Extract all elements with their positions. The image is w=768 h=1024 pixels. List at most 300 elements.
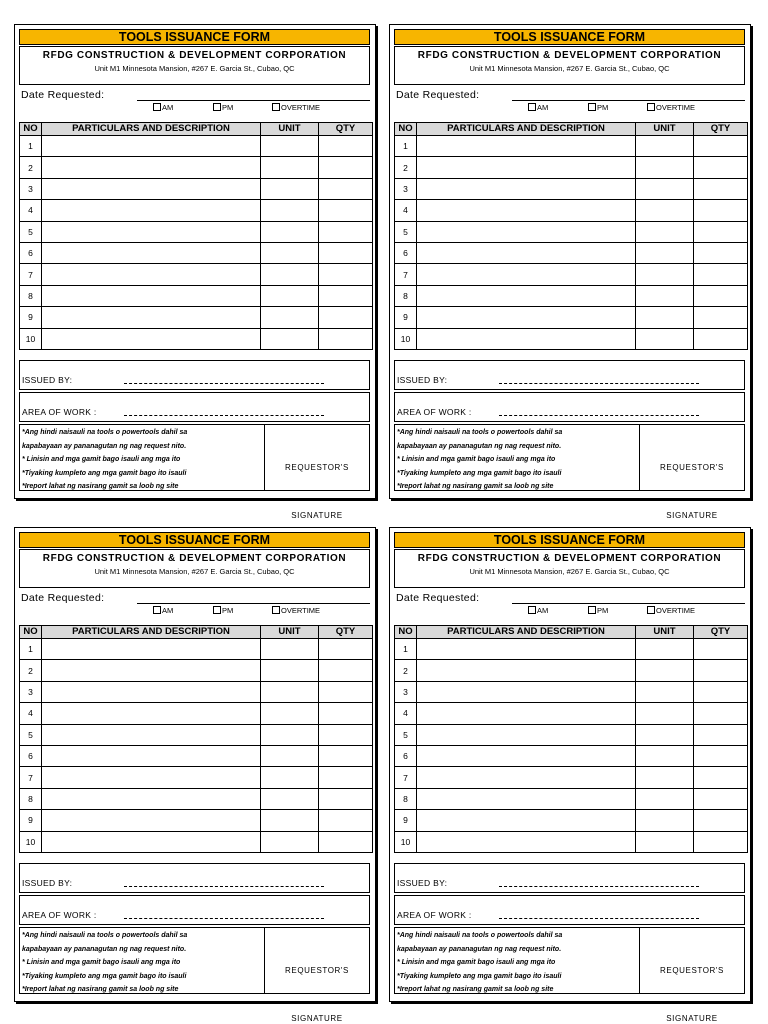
unit-cell[interactable] <box>261 703 319 724</box>
row-number: 10 <box>20 831 42 852</box>
date-requested-field[interactable] <box>137 603 370 604</box>
qty-cell[interactable] <box>694 788 748 809</box>
company-header <box>19 549 370 588</box>
particulars-cell[interactable] <box>42 242 261 263</box>
particulars-cell[interactable] <box>42 136 261 157</box>
note-line: *Ireport lahat ng nasirang gamit sa loob ng site <box>22 483 179 490</box>
item-row <box>20 328 373 349</box>
unit-cell[interactable] <box>636 767 694 788</box>
qty-cell[interactable] <box>694 810 748 831</box>
area-of-work-label: AREA OF WORK : <box>22 910 97 920</box>
qty-cell[interactable] <box>694 242 748 263</box>
particulars-cell[interactable] <box>42 724 261 745</box>
pm-checkbox[interactable] <box>213 103 233 112</box>
particulars-cell[interactable] <box>42 200 261 221</box>
particulars-cell[interactable] <box>417 681 636 702</box>
col-header-no: NO <box>20 123 42 136</box>
company-address: Unit M1 Minnesota Mansion, #267 E. Garcia St., Cubao, QC <box>94 64 295 73</box>
unit-cell[interactable] <box>261 767 319 788</box>
row-number: 4 <box>395 200 417 221</box>
qty-cell[interactable] <box>694 200 748 221</box>
item-row <box>395 242 748 263</box>
note-line: *Ang hindi naisauli na tools o powertools dahil sa <box>22 429 188 436</box>
unit-cell[interactable] <box>636 831 694 852</box>
checkbox-box[interactable] <box>272 103 280 111</box>
unit-cell[interactable] <box>261 328 319 349</box>
overtime-label: OVERTIME <box>281 103 321 112</box>
qty-cell[interactable] <box>319 242 373 263</box>
item-row <box>20 178 373 199</box>
form-top-left <box>14 24 376 520</box>
item-row <box>20 745 373 766</box>
row-number: 8 <box>20 285 42 306</box>
unit-cell[interactable] <box>636 724 694 745</box>
unit-cell[interactable] <box>261 681 319 702</box>
unit-cell[interactable] <box>261 178 319 199</box>
requestor-signature-box[interactable] <box>264 928 369 1023</box>
qty-cell[interactable] <box>694 307 748 328</box>
particulars-cell[interactable] <box>417 200 636 221</box>
unit-cell[interactable] <box>261 745 319 766</box>
particulars-cell[interactable] <box>417 724 636 745</box>
row-number: 2 <box>20 157 42 178</box>
overtime-label: OVERTIME <box>656 606 696 615</box>
signature-label-line1: REQUESTOR'S <box>660 463 724 472</box>
items-header-row <box>20 626 373 639</box>
unit-cell[interactable] <box>636 810 694 831</box>
qty-cell[interactable] <box>694 328 748 349</box>
requestor-signature-box[interactable] <box>264 425 369 520</box>
note-line: *Tiyaking kumpleto ang mga gamit bago ito isauli <box>22 469 187 477</box>
row-number: 9 <box>20 307 42 328</box>
notes-box <box>394 927 745 1023</box>
unit-cell[interactable] <box>636 681 694 702</box>
row-number: 9 <box>395 810 417 831</box>
date-requested-label: Date Requested: <box>396 592 480 604</box>
qty-cell[interactable] <box>319 788 373 809</box>
signature-label-line2: SIGNATURE <box>666 511 718 520</box>
item-row <box>395 810 748 831</box>
company-header <box>394 46 745 85</box>
item-row <box>395 660 748 681</box>
area-of-work-row <box>394 392 745 422</box>
note-line: *Tiyaking kumpleto ang mga gamit bago ito isauli <box>397 469 562 477</box>
area-of-work-field[interactable] <box>124 918 324 919</box>
item-row <box>20 157 373 178</box>
unit-cell[interactable] <box>261 788 319 809</box>
qty-cell[interactable] <box>694 767 748 788</box>
particulars-cell[interactable] <box>42 639 261 660</box>
qty-cell[interactable] <box>319 221 373 242</box>
qty-cell[interactable] <box>319 264 373 285</box>
am-label: AM <box>162 606 174 615</box>
date-requested-field[interactable] <box>512 603 745 604</box>
particulars-cell[interactable] <box>42 307 261 328</box>
checkbox-box[interactable] <box>588 103 596 111</box>
form-top-right <box>389 24 751 520</box>
checkbox-box[interactable] <box>528 606 536 614</box>
item-row <box>395 221 748 242</box>
qty-cell[interactable] <box>319 639 373 660</box>
pm-checkbox[interactable] <box>213 606 233 615</box>
row-number: 1 <box>395 639 417 660</box>
particulars-cell[interactable] <box>42 788 261 809</box>
qty-cell[interactable] <box>694 703 748 724</box>
date-requested-row <box>19 590 370 624</box>
qty-cell[interactable] <box>694 681 748 702</box>
overtime-checkbox[interactable] <box>272 103 320 112</box>
unit-cell[interactable] <box>261 200 319 221</box>
item-row <box>20 767 373 788</box>
qty-cell[interactable] <box>694 221 748 242</box>
am-checkbox[interactable] <box>528 606 548 615</box>
items-header-row <box>395 123 748 136</box>
issued-by-field[interactable] <box>499 383 699 384</box>
am-checkbox[interactable] <box>153 606 173 615</box>
unit-cell[interactable] <box>636 660 694 681</box>
overtime-label: OVERTIME <box>281 606 321 615</box>
qty-cell[interactable] <box>319 767 373 788</box>
row-number: 6 <box>395 745 417 766</box>
qty-cell[interactable] <box>319 136 373 157</box>
unit-cell[interactable] <box>261 264 319 285</box>
overtime-checkbox[interactable] <box>272 606 320 615</box>
issued-by-row <box>394 360 745 390</box>
row-number: 1 <box>395 136 417 157</box>
particulars-cell[interactable] <box>417 285 636 306</box>
requestor-signature-box[interactable] <box>639 928 744 1023</box>
qty-cell[interactable] <box>319 745 373 766</box>
row-number: 3 <box>20 681 42 702</box>
qty-cell[interactable] <box>694 178 748 199</box>
particulars-cell[interactable] <box>417 810 636 831</box>
qty-cell[interactable] <box>319 703 373 724</box>
notes-text <box>397 426 635 494</box>
row-number: 7 <box>20 264 42 285</box>
area-of-work-label: AREA OF WORK : <box>397 407 472 417</box>
item-row <box>395 307 748 328</box>
checkbox-box[interactable] <box>588 606 596 614</box>
area-of-work-row <box>394 895 745 925</box>
unit-cell[interactable] <box>636 264 694 285</box>
qty-cell[interactable] <box>694 136 748 157</box>
items-table <box>394 122 748 350</box>
col-header-qty: QTY <box>694 626 748 639</box>
particulars-cell[interactable] <box>42 745 261 766</box>
form-title: TOOLS ISSUANCE FORM <box>19 29 370 45</box>
row-number: 1 <box>20 136 42 157</box>
issued-by-row <box>394 863 745 893</box>
item-row <box>395 831 748 852</box>
am-checkbox[interactable] <box>528 103 548 112</box>
note-line: *Ang hindi naisauli na tools o powertools dahil sa <box>397 429 563 436</box>
particulars-cell[interactable] <box>417 307 636 328</box>
row-number: 2 <box>20 660 42 681</box>
particulars-cell[interactable] <box>42 328 261 349</box>
qty-cell[interactable] <box>319 681 373 702</box>
unit-cell[interactable] <box>261 639 319 660</box>
qty-cell[interactable] <box>319 724 373 745</box>
particulars-cell[interactable] <box>42 157 261 178</box>
particulars-cell[interactable] <box>42 178 261 199</box>
date-requested-label: Date Requested: <box>21 592 105 604</box>
issued-by-label: ISSUED BY: <box>397 878 448 888</box>
signature-label-line1: REQUESTOR'S <box>660 966 724 975</box>
qty-cell[interactable] <box>319 660 373 681</box>
note-line: *Tiyaking kumpleto ang mga gamit bago ito isauli <box>22 972 187 980</box>
unit-cell[interactable] <box>636 136 694 157</box>
row-number: 7 <box>20 767 42 788</box>
qty-cell[interactable] <box>319 307 373 328</box>
particulars-cell[interactable] <box>417 660 636 681</box>
particulars-cell[interactable] <box>417 831 636 852</box>
note-line: * Linisin and mga gamit bago isauli ang mga ito <box>22 456 181 463</box>
notes-text <box>22 426 260 494</box>
row-number: 3 <box>395 178 417 199</box>
unit-cell[interactable] <box>636 285 694 306</box>
item-row <box>20 660 373 681</box>
item-row <box>20 810 373 831</box>
unit-cell[interactable] <box>636 703 694 724</box>
col-header-no: NO <box>395 626 417 639</box>
requestor-signature-box[interactable] <box>639 425 744 520</box>
overtime-label: OVERTIME <box>656 103 696 112</box>
unit-cell[interactable] <box>261 157 319 178</box>
qty-cell[interactable] <box>319 285 373 306</box>
item-row <box>395 745 748 766</box>
date-requested-label: Date Requested: <box>21 89 105 101</box>
qty-cell[interactable] <box>319 200 373 221</box>
row-number: 4 <box>395 703 417 724</box>
notes-text <box>397 929 635 997</box>
col-header-particulars: PARTICULARS AND DESCRIPTION <box>417 626 636 639</box>
overtime-checkbox[interactable] <box>647 606 695 615</box>
checkbox-box[interactable] <box>153 103 161 111</box>
date-requested-field[interactable] <box>512 100 745 101</box>
company-header <box>394 549 745 588</box>
pm-label: PM <box>222 606 234 615</box>
am-checkbox[interactable] <box>153 103 173 112</box>
form-bottom-left <box>14 527 376 1023</box>
company-name: RFDG CONSTRUCTION & DEVELOPMENT CORPORATION <box>417 50 722 61</box>
particulars-cell[interactable] <box>42 660 261 681</box>
particulars-cell[interactable] <box>42 221 261 242</box>
col-header-unit: UNIT <box>261 123 319 136</box>
qty-cell[interactable] <box>319 157 373 178</box>
pm-checkbox[interactable] <box>588 606 608 615</box>
note-line: *Tiyaking kumpleto ang mga gamit bago ito isauli <box>397 972 562 980</box>
col-header-no: NO <box>395 123 417 136</box>
am-label: AM <box>537 103 549 112</box>
qty-cell[interactable] <box>694 831 748 852</box>
row-number: 5 <box>395 221 417 242</box>
particulars-cell[interactable] <box>417 264 636 285</box>
am-label: AM <box>537 606 549 615</box>
pm-label: PM <box>597 103 609 112</box>
issued-by-field[interactable] <box>124 383 324 384</box>
particulars-cell[interactable] <box>42 285 261 306</box>
unit-cell[interactable] <box>261 242 319 263</box>
qty-cell[interactable] <box>694 264 748 285</box>
qty-cell[interactable] <box>694 285 748 306</box>
row-number: 10 <box>20 328 42 349</box>
qty-cell[interactable] <box>319 810 373 831</box>
checkbox-box[interactable] <box>213 103 221 111</box>
date-requested-row <box>19 87 370 121</box>
qty-cell[interactable] <box>319 831 373 852</box>
particulars-cell[interactable] <box>417 242 636 263</box>
issued-by-field[interactable] <box>499 886 699 887</box>
particulars-cell[interactable] <box>42 264 261 285</box>
checkbox-box[interactable] <box>647 606 655 614</box>
row-number: 4 <box>20 703 42 724</box>
company-name: RFDG CONSTRUCTION & DEVELOPMENT CORPORATION <box>42 50 347 61</box>
area-of-work-field[interactable] <box>499 415 699 416</box>
particulars-cell[interactable] <box>417 221 636 242</box>
item-row <box>395 767 748 788</box>
particulars-cell[interactable] <box>417 788 636 809</box>
form-title: TOOLS ISSUANCE FORM <box>394 532 745 548</box>
row-number: 6 <box>20 745 42 766</box>
note-line: kapabayaan ay pananagutan ng nag request nito. <box>397 442 562 450</box>
company-address: Unit M1 Minnesota Mansion, #267 E. Garcia St., Cubao, QC <box>469 567 670 576</box>
item-row <box>395 703 748 724</box>
unit-cell[interactable] <box>261 307 319 328</box>
row-number: 3 <box>20 178 42 199</box>
note-line: * Linisin and mga gamit bago isauli ang mga ito <box>397 456 556 463</box>
row-number: 10 <box>395 328 417 349</box>
item-row <box>395 136 748 157</box>
item-row <box>395 681 748 702</box>
notes-text <box>22 929 260 997</box>
note-line: * Linisin and mga gamit bago isauli ang mga ito <box>397 959 556 966</box>
company-address: Unit M1 Minnesota Mansion, #267 E. Garcia St., Cubao, QC <box>94 567 295 576</box>
col-header-qty: QTY <box>694 123 748 136</box>
checkbox-box[interactable] <box>213 606 221 614</box>
issued-by-row <box>19 360 370 390</box>
row-number: 7 <box>395 264 417 285</box>
pm-checkbox[interactable] <box>588 103 608 112</box>
issued-by-field[interactable] <box>124 886 324 887</box>
item-row <box>20 200 373 221</box>
form-title: TOOLS ISSUANCE FORM <box>394 29 745 45</box>
col-header-particulars: PARTICULARS AND DESCRIPTION <box>42 626 261 639</box>
unit-cell[interactable] <box>261 660 319 681</box>
area-of-work-field[interactable] <box>124 415 324 416</box>
particulars-cell[interactable] <box>42 767 261 788</box>
note-line: *Ireport lahat ng nasirang gamit sa loob ng site <box>397 986 554 993</box>
unit-cell[interactable] <box>636 221 694 242</box>
row-number: 1 <box>20 639 42 660</box>
note-line: kapabayaan ay pananagutan ng nag request nito. <box>22 442 187 450</box>
row-number: 2 <box>395 157 417 178</box>
unit-cell[interactable] <box>261 136 319 157</box>
item-row <box>20 724 373 745</box>
items-table <box>19 122 373 350</box>
col-header-qty: QTY <box>319 123 373 136</box>
qty-cell[interactable] <box>694 660 748 681</box>
item-row <box>20 264 373 285</box>
unit-cell[interactable] <box>261 285 319 306</box>
unit-cell[interactable] <box>636 242 694 263</box>
checkbox-box[interactable] <box>647 103 655 111</box>
checkbox-box[interactable] <box>272 606 280 614</box>
note-line: *Ang hindi naisauli na tools o powertools dahil sa <box>397 932 563 939</box>
signature-label-line2: SIGNATURE <box>666 1014 718 1023</box>
note-line: *Ang hindi naisauli na tools o powertools dahil sa <box>22 932 188 939</box>
particulars-cell[interactable] <box>417 157 636 178</box>
item-row <box>20 136 373 157</box>
item-row <box>395 200 748 221</box>
item-row <box>20 788 373 809</box>
unit-cell[interactable] <box>636 639 694 660</box>
note-line: kapabayaan ay pananagutan ng nag request nito. <box>22 945 187 953</box>
notes-box <box>19 424 370 520</box>
row-number: 10 <box>395 831 417 852</box>
qty-cell[interactable] <box>694 157 748 178</box>
pm-label: PM <box>222 103 234 112</box>
unit-cell[interactable] <box>636 328 694 349</box>
item-row <box>395 328 748 349</box>
particulars-cell[interactable] <box>417 745 636 766</box>
particulars-cell[interactable] <box>42 681 261 702</box>
overtime-checkbox[interactable] <box>647 103 695 112</box>
unit-cell[interactable] <box>636 745 694 766</box>
particulars-cell[interactable] <box>42 831 261 852</box>
qty-cell[interactable] <box>694 639 748 660</box>
company-header <box>19 46 370 85</box>
date-requested-field[interactable] <box>137 100 370 101</box>
qty-cell[interactable] <box>319 328 373 349</box>
unit-cell[interactable] <box>636 200 694 221</box>
items-table <box>394 625 748 853</box>
qty-cell[interactable] <box>694 745 748 766</box>
checkbox-box[interactable] <box>528 103 536 111</box>
unit-cell[interactable] <box>636 178 694 199</box>
row-number: 6 <box>20 242 42 263</box>
unit-cell[interactable] <box>636 307 694 328</box>
item-row <box>395 788 748 809</box>
particulars-cell[interactable] <box>417 639 636 660</box>
unit-cell[interactable] <box>636 157 694 178</box>
unit-cell[interactable] <box>261 724 319 745</box>
unit-cell[interactable] <box>636 788 694 809</box>
particulars-cell[interactable] <box>417 178 636 199</box>
form-bottom-right <box>389 527 751 1023</box>
item-row <box>20 285 373 306</box>
area-of-work-field[interactable] <box>499 918 699 919</box>
particulars-cell[interactable] <box>42 703 261 724</box>
qty-cell[interactable] <box>319 178 373 199</box>
row-number: 9 <box>395 307 417 328</box>
items-header-row <box>20 123 373 136</box>
notes-box <box>19 927 370 1023</box>
qty-cell[interactable] <box>694 724 748 745</box>
row-number: 7 <box>395 767 417 788</box>
unit-cell[interactable] <box>261 221 319 242</box>
item-row <box>395 157 748 178</box>
particulars-cell[interactable] <box>417 136 636 157</box>
particulars-cell[interactable] <box>417 703 636 724</box>
checkbox-box[interactable] <box>153 606 161 614</box>
particulars-cell[interactable] <box>417 328 636 349</box>
unit-cell[interactable] <box>261 810 319 831</box>
particulars-cell[interactable] <box>417 767 636 788</box>
unit-cell[interactable] <box>261 831 319 852</box>
signature-label-line1: REQUESTOR'S <box>285 463 349 472</box>
item-row <box>20 703 373 724</box>
particulars-cell[interactable] <box>42 810 261 831</box>
